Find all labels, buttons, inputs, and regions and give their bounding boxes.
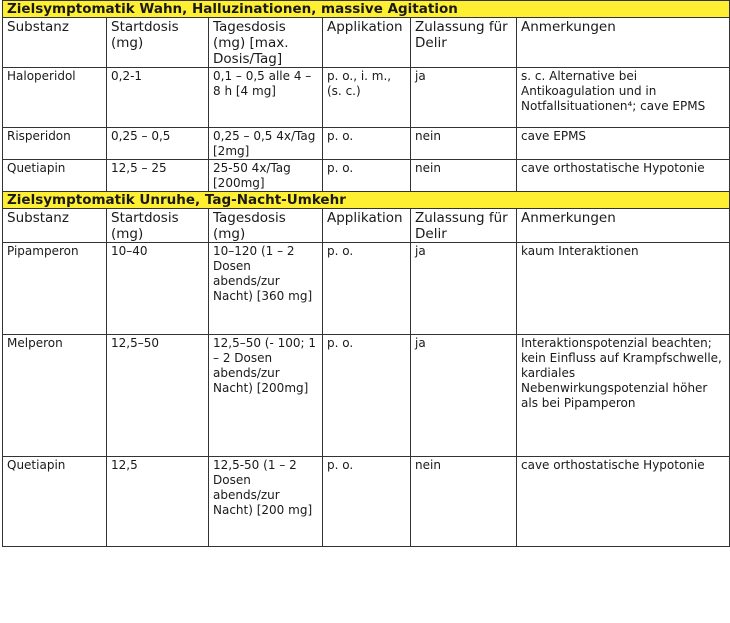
- col-applikation: Applikation: [323, 18, 411, 68]
- cell-substanz: Haloperidol: [3, 68, 107, 128]
- cell-anmerkungen: cave orthostatische Hypotonie: [517, 160, 730, 192]
- cell-startdosis: 12,5: [107, 457, 209, 547]
- cell-startdosis: 12,5 – 25: [107, 160, 209, 192]
- section-header-1: [3, 1, 730, 18]
- table-row: [3, 243, 730, 335]
- col-anmerkungen: Anmerkungen: [517, 18, 730, 68]
- col-anmerkungen: Anmerkungen: [517, 209, 730, 243]
- cell-zulassung: ja: [411, 243, 517, 335]
- col-zulassung: Zulassung für Delir: [411, 18, 517, 68]
- cell-applikation: p. o., i. m., (s. c.): [323, 68, 411, 128]
- section-title-2: Zielsymptomatik Unruhe, Tag-Nacht-Umkehr: [7, 192, 346, 208]
- cell-startdosis: 12,5–50: [107, 335, 209, 457]
- col-applikation: Applikation: [323, 209, 411, 243]
- cell-tagesdosis: 10–120 (1 – 2 Dosen abends/zur Nacht) [360 mg]: [209, 243, 323, 335]
- cell-anmerkungen: kaum Interaktionen: [517, 243, 730, 335]
- header-row-1: [3, 18, 730, 68]
- table-row: [3, 128, 730, 160]
- cell-anmerkungen: cave EPMS: [517, 128, 730, 160]
- cell-zulassung: nein: [411, 160, 517, 192]
- table-row: [3, 68, 730, 128]
- cell-applikation: p. o.: [323, 243, 411, 335]
- table-row: [3, 457, 730, 547]
- section-header-2: [3, 192, 730, 209]
- cell-tagesdosis: 25-50 4x/Tag [200mg]: [209, 160, 323, 192]
- col-tagesdosis: Tagesdosis (mg): [209, 209, 323, 243]
- cell-anmerkungen: s. c. Alternative bei Antikoagulation und in Notfallsituationen⁴; cave EPMS: [517, 68, 730, 128]
- col-startdosis: Startdosis (mg): [107, 209, 209, 243]
- cell-tagesdosis: 12,5–50 (- 100; 1 – 2 Dosen abends/zur Nacht) [200mg]: [209, 335, 323, 457]
- col-tagesdosis: Tagesdosis (mg) [max. Dosis/Tag]: [209, 18, 323, 68]
- col-startdosis: Startdosis (mg): [107, 18, 209, 68]
- cell-tagesdosis: 12,5-50 (1 – 2 Dosen abends/zur Nacht) [200 mg]: [209, 457, 323, 547]
- cell-zulassung: nein: [411, 128, 517, 160]
- cell-zulassung: ja: [411, 68, 517, 128]
- table-row: [3, 335, 730, 457]
- cell-substanz: Risperidon: [3, 128, 107, 160]
- cell-zulassung: ja: [411, 335, 517, 457]
- cell-anmerkungen: Interaktionspotenzial beachten; kein Einfluss auf Krampfschwelle, kardiales Nebenwirkungspotenzial höher als bei Pipamperon: [517, 335, 730, 457]
- col-substanz: Substanz: [3, 209, 107, 243]
- cell-substanz: Pipamperon: [3, 243, 107, 335]
- cell-applikation: p. o.: [323, 128, 411, 160]
- cell-startdosis: 0,25 – 0,5: [107, 128, 209, 160]
- header-row-2: [3, 209, 730, 243]
- medication-table: [2, 0, 730, 547]
- cell-applikation: p. o.: [323, 160, 411, 192]
- cell-applikation: p. o.: [323, 335, 411, 457]
- col-zulassung: Zulassung für Delir: [411, 209, 517, 243]
- cell-anmerkungen: cave orthostatische Hypotonie: [517, 457, 730, 547]
- cell-applikation: p. o.: [323, 457, 411, 547]
- cell-tagesdosis: 0,1 – 0,5 alle 4 – 8 h [4 mg]: [209, 68, 323, 128]
- col-substanz: Substanz: [3, 18, 107, 68]
- section-title-1: Zielsymptomatik Wahn, Halluzinationen, massive Agitation: [7, 1, 458, 17]
- cell-substanz: Quetiapin: [3, 160, 107, 192]
- cell-substanz: Quetiapin: [3, 457, 107, 547]
- cell-tagesdosis: 0,25 – 0,5 4x/Tag [2mg]: [209, 128, 323, 160]
- cell-substanz: Melperon: [3, 335, 107, 457]
- cell-startdosis: 0,2-1: [107, 68, 209, 128]
- cell-startdosis: 10–40: [107, 243, 209, 335]
- table-row: [3, 160, 730, 192]
- cell-zulassung: nein: [411, 457, 517, 547]
